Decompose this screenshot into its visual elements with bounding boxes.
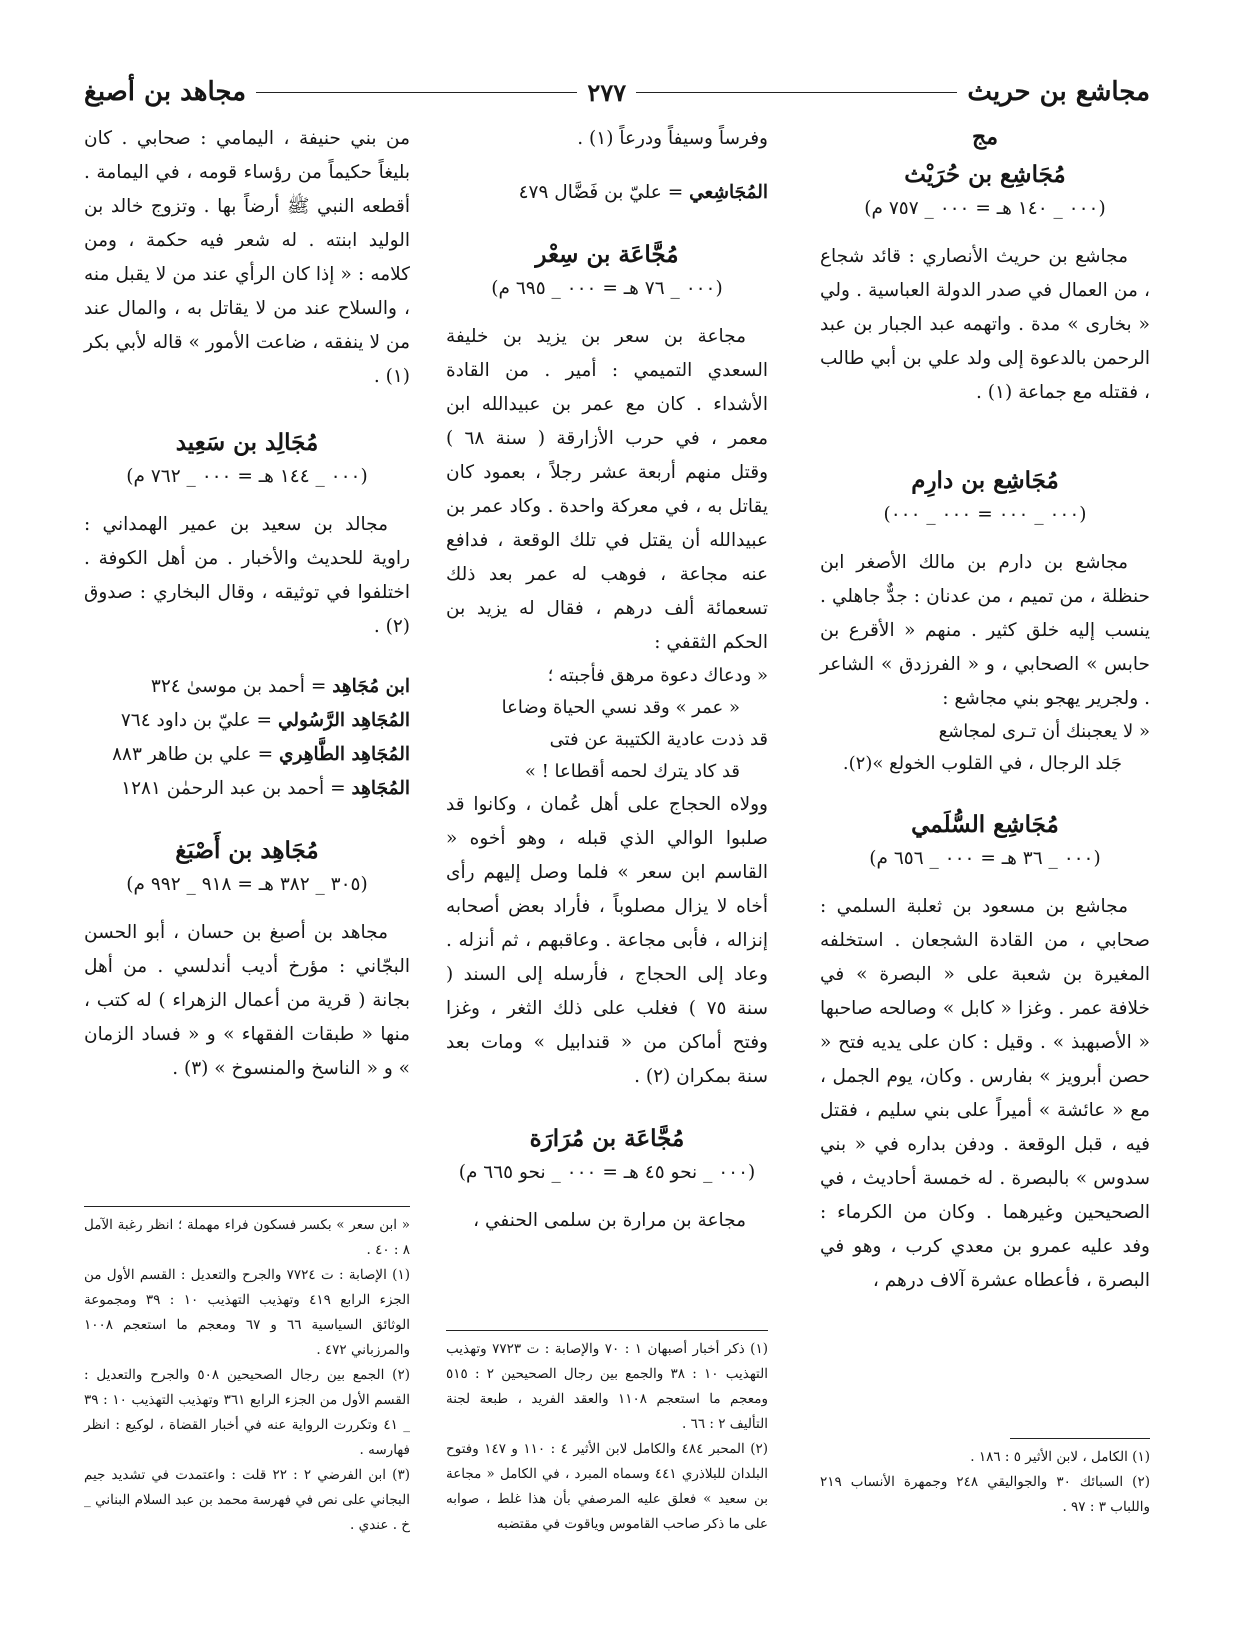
entry-body: مجاشع بن دارم بن مالك الأصغر ابن حنظلة ، من تميم ، من عدنان : جدٌّ جاهلي . ينسب إليه خلق كثير . منهم « الأقرع بن حابس » الصحابي ، و « الفرزدق » الشاعر . ولجرير يهجو بني مجاشع : — [820, 552, 1150, 709]
xref-target: = عليّ بن داود ٧٦٤ — [120, 710, 273, 731]
footnotes-middle — [446, 1322, 768, 1537]
section-mark: مج — [972, 124, 998, 150]
verse-line: « لا يعجبنك أن تـرى لمجاشع — [938, 721, 1150, 742]
xref-target: = عليّ بن فَضَّال ٤٧٩ — [518, 182, 684, 203]
footnote: (٢) السبائك ٣٠ والجواليقي ٢٤٨ وجمهرة الأنساب ٢١٩ واللباب ٣ : ٩٧ . — [820, 1474, 1150, 1515]
footnotes-left — [84, 1198, 410, 1538]
entry-dates: (٠٠٠ _ ١٤٠ هـ = ٠٠٠ _ ٧٥٧ م) — [864, 198, 1106, 219]
verse-line: جَلد الرجال ، في القلوب الخولع »(٢). — [842, 753, 1122, 774]
running-header — [84, 72, 1150, 112]
verse-line: « ودعاك دعوة مرهق فأجبته ؛ — [547, 665, 768, 686]
cross-reference — [84, 670, 410, 704]
page-number: ٢٧٧ — [587, 77, 627, 107]
entry-title: مُجَاشِع بن حُرَيْث — [904, 161, 1066, 188]
entry-body-continued: وولاه الحجاج على أهل عُمان ، وكانوا قد صلبوا الوالي الذي قبله ، وهو أخوه « القاسم ابن سعر » فلما وصل إليهم رأى أخاه لا يزال مصلوباً ، فأراد بعض أصحابه إنزاله ، فأبى مجاعة . وعاقبهم ، ثم أنزله . وعاد إلى الحجاج ، فأرسله إلى السند ( سنة ٧٥ ) فغلب على ذلك الثغر ، وغزا وفتح أماكن من « قندابيل » ومات بعد سنة بمكران (٢) . — [446, 794, 768, 1087]
footnote: (١) الكامل ، لابن الأثير ٥ : ١٨٦ . — [970, 1449, 1150, 1465]
cross-reference — [84, 704, 410, 738]
entry-title: مُجَالِد بن سَعِيد — [175, 429, 319, 456]
xref-target: = أحمد بن عبد الرحمٰن ١٢٨١ — [121, 778, 346, 799]
header-rule — [636, 92, 957, 93]
footnote-rule — [84, 1206, 410, 1207]
entry-dates: (٠٠٠ _ ٧٦ هـ = ٠٠٠ _ ٦٩٥ م) — [491, 278, 723, 299]
xref-name: المُجَاهِد الطَّاهِري — [279, 744, 410, 765]
footnote: (١) الإصابة : ت ٧٧٢٤ والجرح والتعديل : القسم الأول من الجزء الرابع ٤١٩ وتهذيب التهذيب ١٠ : ٣٩ ومجموعة الوثائق السياسية ٦٦ و ٦٧ ومعجم ما استعجم ١٠٠٨ والمرزباني ٤٧٢ . — [84, 1267, 411, 1358]
entry-title: مُجَاشِع السُّلَمي — [911, 811, 1059, 838]
footnotes-right — [820, 1430, 1150, 1520]
entry-body: مجاشع بن مسعود بن ثعلبة السلمي : صحابي ، من القادة الشجعان . استخلفه المغيرة بن شعبة على « البصرة » في خلافة عمر . وغزا « كابل » وصالحه صاحبها « الأصبهبذ » . وقيل : كان على يديه فتح « حصن أبرويز » بفارس . وكان، يوم الجمل ، مع « عائشة » أميراً على بني سليم ، فقتل فيه ، قبل الوقعة . ودفن بداره في « بني سدوس » بالبصرة . له خمسة أحاديث ، في الصحيحين وغيرهما . وكان من الكرماء : وفد عليه عمرو بن معدي كرب ، وهو في البصرة ، فأعطاه عشرة آلاف درهم ، — [820, 896, 1150, 1291]
xref-name: المُجَاشِعي — [689, 182, 768, 203]
xref-name: المُجَاهِد الرَّسُولي — [277, 710, 410, 731]
entry-title: مُجَاشِع بن دارِم — [911, 467, 1059, 494]
footnote: (٣) ابن الفرضي ٢ : ٢٢ قلت : واعتمدت في تشديد جيم البجاني على نص في فهرسة محمد بن عبد السلام البناني _ خ . عندي . — [84, 1467, 410, 1533]
footnote: (١) ذكر أخبار أصبهان ١ : ٧٠ والإصابة : ت ٧٧٢٣ وتهذيب التهذيب ١٠ : ٣٨ والجمع بين رجال الصحيحين ٢ : ٥١٥ ومعجم ما استعجم ١١٠٨ والعقد الفريد ، طبعة لجنة التأليف ٢ : ٦٦ . — [446, 1341, 768, 1432]
entry-title: مُجَاهِد بن أَصْبَغ — [175, 837, 319, 864]
footnote: (٢) المحبر ٤٨٤ والكامل لابن الأثير ٤ : ١١٠ و ١٤٧ وفتوح البلدان للبلاذري ٤٤١ وسماه المبرد ، في الكامل « مجاعة بن سعيد » فعلق عليه المرصفي بأن هذا غلط ، صوابه على ما ذكر صاحب القاموس وياقوت في مقتضبه — [446, 1441, 769, 1532]
cross-reference — [84, 738, 410, 772]
footnote-rule — [1010, 1438, 1150, 1439]
footnote: « ابن سعر » بكسر فسكون فراء مهملة ؛ انظر رغبة الآمل ٨ : ٤٠ . — [84, 1217, 410, 1258]
entry-body: مجالد بن سعيد بن عمير الهمداني : راوية للحديث والأخبار . من أهل الكوفة . اختلفوا في توثيقه ، وقال البخاري : صدوق (٢) . — [84, 514, 410, 637]
verse-line: قد ذدت عادية الكتيبة عن فتى — [549, 729, 768, 750]
header-right-title: مجاشع بن حريث — [967, 77, 1150, 107]
entry-body: مجاشع بن حريث الأنصاري : قائد شجاع ، من العمال في صدر الدولة العباسية . ولي « بخارى » مدة . واتهمه عبد الجبار بن عبد الرحمن بالدعوة إلى ولد علي بن أبي طالب ، فقتله مع جماعة (١) . — [820, 246, 1150, 403]
continuation-text: وفرساً وسيفاً ودرعاً (١) . — [577, 128, 768, 149]
column-right — [820, 122, 1150, 1298]
verse-line: قد كاد يترك لحمه أقطاعا ! » — [524, 761, 740, 782]
footnote-rule — [446, 1330, 768, 1331]
column-middle — [446, 122, 768, 1238]
continuation-text: من بني حنيفة ، اليمامي : صحابي . كان بليغاً حكيماً من رؤساء قومه ، في اليمامة . أقطعه النبي ﷺ أرضاً بها . وتزوج خالد بن الوليد ابنته . له شعر فيه حكمة ، ومن كلامه : « إذا كان الرأي عند من لا يقبل منه ، والسلاح عند من لا يقاتل به ، والمال عند من لا ينفقه ، ضاعت الأمور » قاله لأبي بكر (١) . — [84, 128, 410, 387]
footnote: (٢) الجمع بين رجال الصحيحين ٥٠٨ والجرح والتعديل : القسم الأول من الجزء الرابع ٣٦١ وتهذيب التهذيب ١٠ : ٣٩ _ ٤١ وتكررت الرواية عنه في أخبار القضاة ، لوكيع : انظر فهارسه . — [84, 1367, 410, 1458]
header-left-title: مجاهد بن أصبغ — [83, 77, 247, 107]
entry-dates: (٠٠٠ _ نحو ٤٥ هـ = ٠٠٠ _ نحو ٦٦٥ م) — [458, 1162, 756, 1183]
entry-body: مجاعة بن مرارة بن سلمى الحنفي ، — [473, 1210, 746, 1231]
entry-dates: (٠٠٠ _ ٠٠٠ = ٠٠٠ _ ٠٠٠) — [883, 504, 1087, 525]
xref-target: = علي بن طاهر ٨٨٣ — [112, 744, 274, 765]
column-left — [84, 122, 410, 1086]
entry-title: مُجَّاعَة بن سِعْر — [535, 241, 679, 268]
entry-dates: (٠٠٠ _ ١٤٤ هـ = ٠٠٠ _ ٧٦٢ م) — [126, 466, 368, 487]
xref-name: المُجَاهِد — [351, 778, 410, 799]
entry-body: مجاهد بن أصبغ بن حسان ، أبو الحسن البجّاني : مؤرخ أديب أندلسي . من أهل بجانة ( قرية من أعمال الزهراء ) له كتب ، منها « طبقات الفقهاء » و « فساد الزمان » و « الناسخ والمنسوخ » (٣) . — [84, 922, 410, 1079]
cross-reference — [84, 772, 410, 806]
xref-target: = أحمد بن موسىٰ ٣٢٤ — [150, 676, 327, 697]
header-rule — [256, 92, 577, 93]
cross-reference — [446, 176, 768, 210]
entry-dates: (٣٠٥ _ ٣٨٢ هـ = ٩١٨ _ ٩٩٢ م) — [126, 874, 368, 895]
entry-body: مجاعة بن سعر بن يزيد بن خليفة السعدي التميمي : أمير . من القادة الأشداء . كان مع عمر بن عبيدالله ابن معمر ، في حرب الأزارقة ( سنة ٦٨ ) وقتل منهم أربعة عشر رجلاً ، بعمود كان يقاتل به ، في معركة واحدة . وكاد عمر بن عبيدالله أن يقتل في تلك الوقعة ، فدافع عنه مجاعة ، فوهب له عمر بعد ذلك تسعمائة ألف درهم ، فقال له يزيد بن الحكم الثقفي : — [446, 326, 768, 653]
xref-name: ابن مُجَاهِد — [332, 676, 410, 697]
entry-dates: (٠٠٠ _ ٣٦ هـ = ٠٠٠ _ ٦٥٦ م) — [869, 848, 1101, 869]
verse-line: « عمر » وقد نسي الحياة وضاعا — [501, 697, 740, 718]
entry-title: مُجَّاعَة بن مُرَارَة — [529, 1125, 685, 1152]
cross-reference-list — [84, 670, 410, 806]
